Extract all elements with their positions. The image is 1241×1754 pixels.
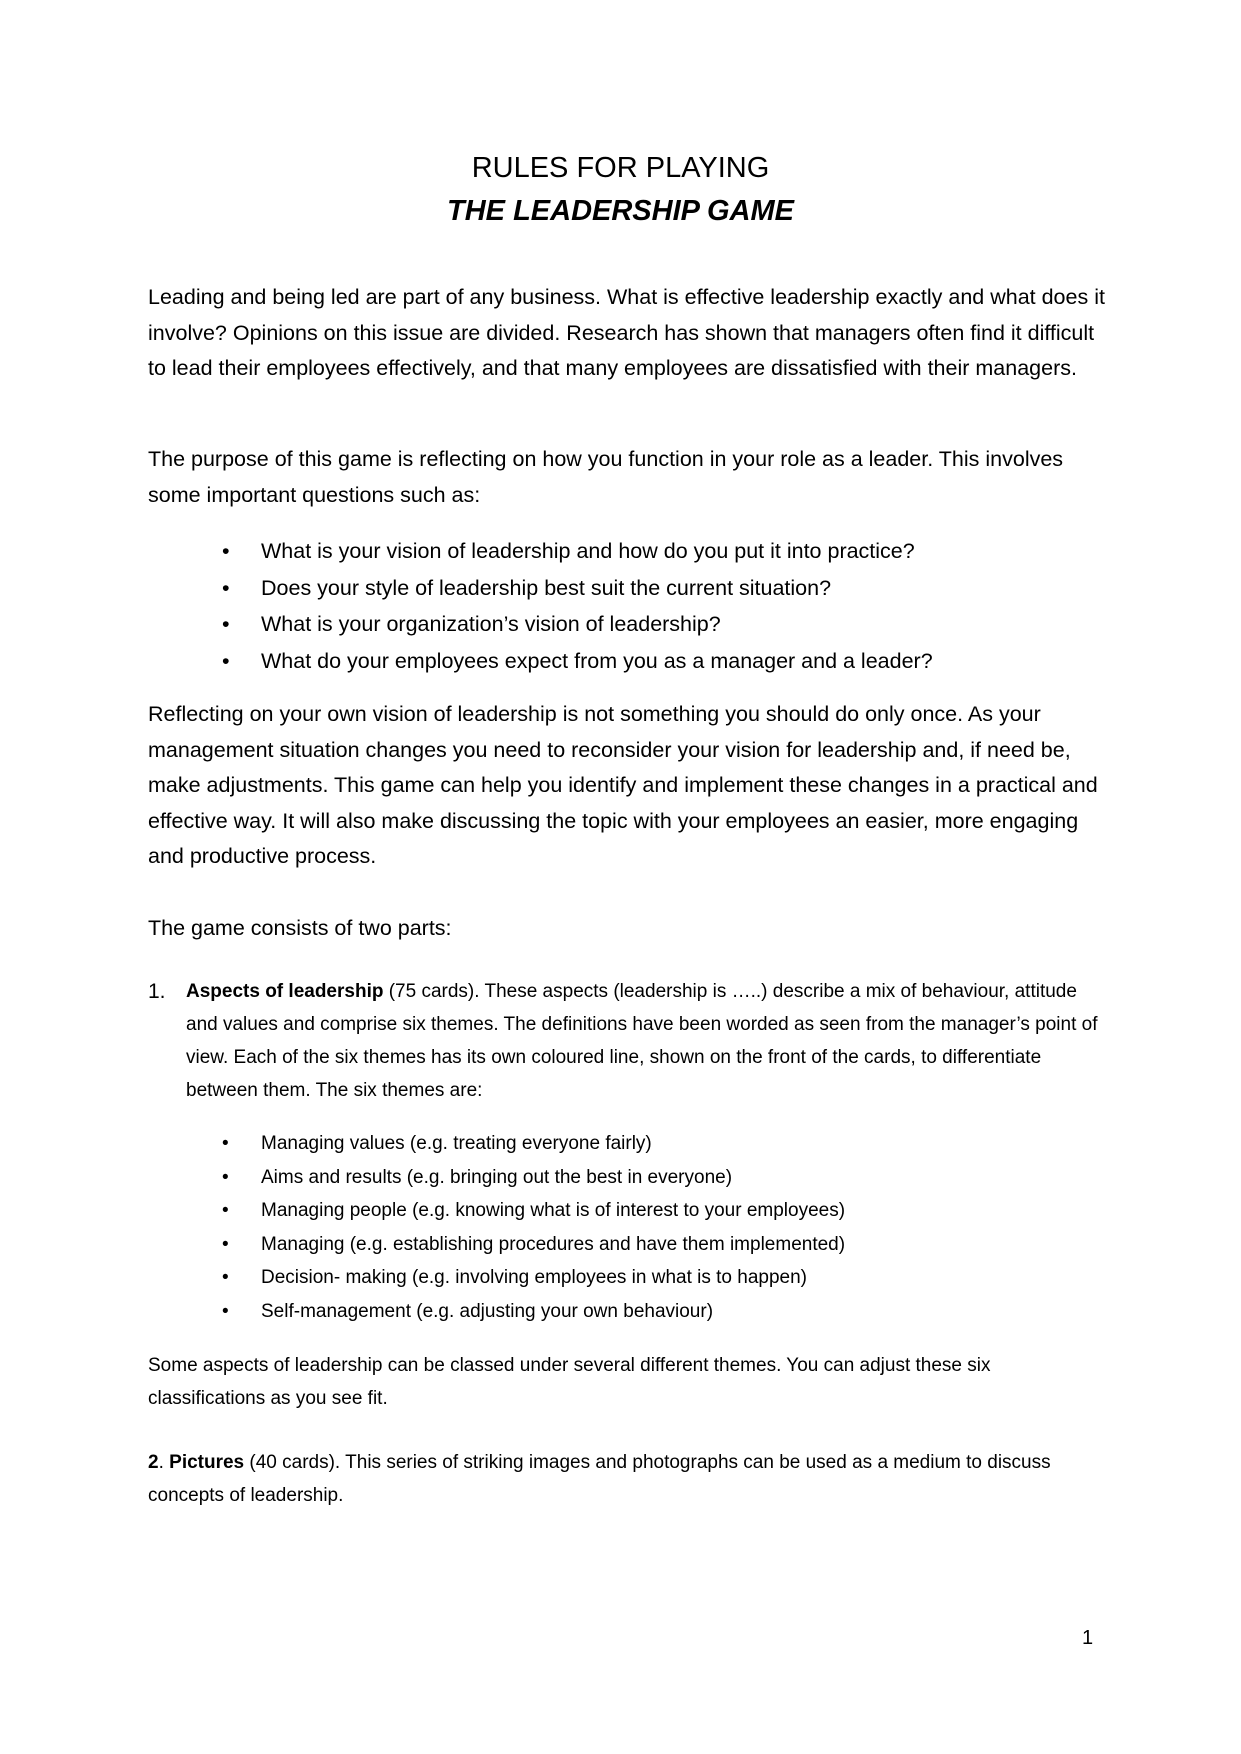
list-item: • Managing (e.g. establishing procedures and have them implemented) xyxy=(222,1228,845,1262)
part2-text: (40 cards). This series of striking images and photographs can be used as a medium to discuss concepts of leadership. xyxy=(148,1452,1051,1506)
questions-list xyxy=(222,533,933,679)
part1-description xyxy=(186,975,1106,1107)
list-item: • Decision- making (e.g. involving employees in what is to happen) xyxy=(222,1261,845,1295)
part2-heading: Pictures xyxy=(169,1452,245,1473)
document-subtitle: THE LEADERSHIP GAME xyxy=(447,195,794,227)
list-item: • What do your employees expect from you as a manager and a leader? xyxy=(222,643,933,680)
bullet-icon: • xyxy=(222,575,230,600)
part2-description: 2. Pictures (40 cards). This series of striking images and photographs can be used as a medium to discuss concepts of leadership. xyxy=(148,1452,1051,1506)
document-title: RULES FOR PLAYING xyxy=(471,152,770,184)
intro-paragraph-1: Leading and being led are part of any business. What is effective leadership exactly and what does it involve? Opinions on this issue are divided. Research has shown that managers often find it difficult to lead their employees effectively, and that many employees are dissatisfied with their managers. xyxy=(148,285,1105,380)
part1-heading: Aspects of leadership xyxy=(186,981,384,1002)
list-item: • Self-management (e.g. adjusting your own behaviour) xyxy=(222,1295,845,1329)
intro-paragraph-2: The purpose of this game is reflecting on how you function in your role as a leader. This involves some important questions such as: xyxy=(148,447,1064,507)
bullet-icon: • xyxy=(222,648,230,673)
list-item: • What is your vision of leadership and how do you put it into practice? xyxy=(222,533,933,570)
part2-number: 2 xyxy=(148,1452,159,1473)
bullet-icon: • xyxy=(222,539,230,563)
bullet-icon: • xyxy=(222,612,230,636)
page-number: 1 xyxy=(1082,1627,1094,1649)
list-item: • Managing people (e.g. knowing what is of interest to your employees) xyxy=(222,1194,845,1228)
bullet-icon: • xyxy=(222,1267,229,1288)
bullet-icon: • xyxy=(222,1233,229,1255)
bullet-icon: • xyxy=(222,1200,229,1221)
bullet-icon: • xyxy=(222,1166,229,1188)
bullet-icon: • xyxy=(222,1300,229,1322)
part1-number: 1. xyxy=(148,980,166,1003)
part1-text: (75 cards). These aspects (leadership is …..) describe a mix of behaviour, attitude and values and comprise six themes. The definitions have been worded as seen from the manager’s point of view. Each of the six themes has its own coloured line, shown on the front of the cards, to differentiate between them. The six themes are: xyxy=(186,981,1098,1101)
themes-list xyxy=(222,1127,845,1328)
intro-paragraph-3: Reflecting on your own vision of leadership is not something you should do only once. As your management situation changes you need to reconsider your vision for leadership and, if need be, make adjustments. This game can help you identify and implement these changes in a practical and effective way. It will also make discussing the topic with your employees an easier, more engaging and productive process. xyxy=(148,702,1098,868)
list-item: • Does your style of leadership best suit the current situation? xyxy=(222,570,933,607)
themes-note: Some aspects of leadership can be classed under several different themes. You can adjust these six classifications as you see fit. xyxy=(148,1355,991,1409)
list-item: • Aims and results (e.g. bringing out the best in everyone) xyxy=(222,1161,845,1195)
list-item: • What is your organization’s vision of leadership? xyxy=(222,606,933,643)
parts-intro: The game consists of two parts: xyxy=(148,916,452,940)
list-item: • Managing values (e.g. treating everyone fairly) xyxy=(222,1127,845,1161)
bullet-icon: • xyxy=(222,1133,229,1154)
